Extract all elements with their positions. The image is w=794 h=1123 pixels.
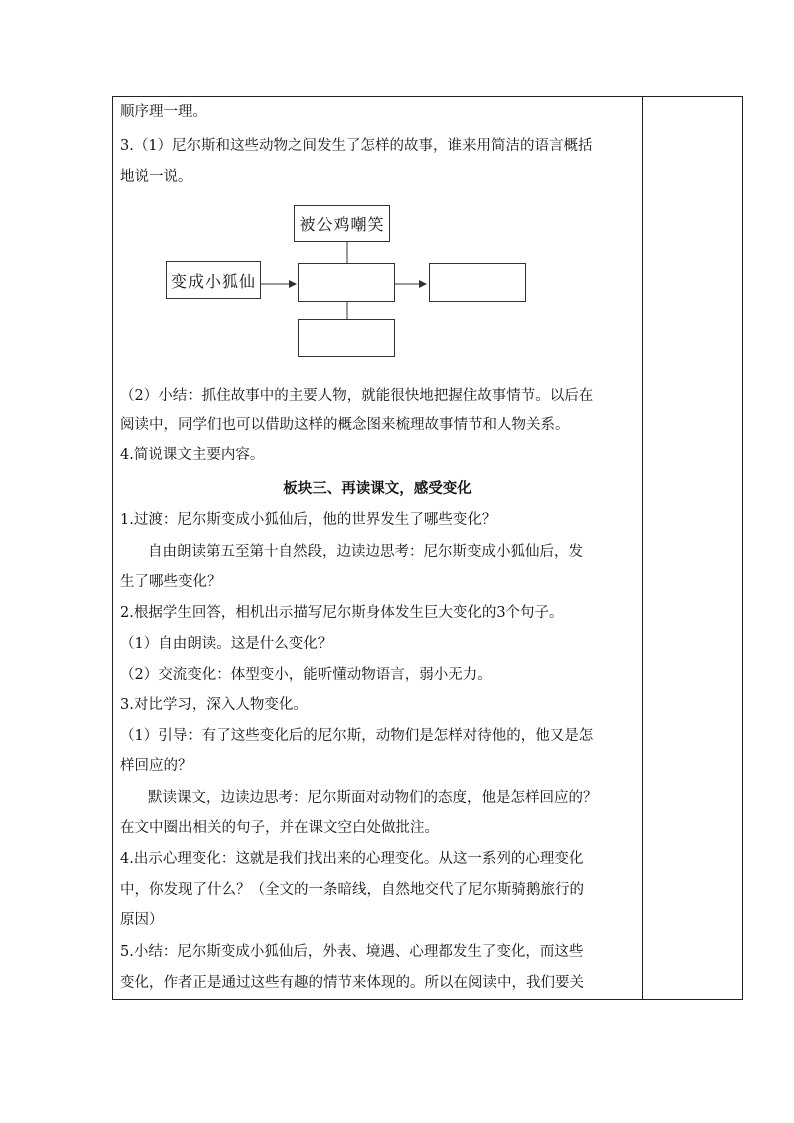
diagram-box-left: 变成小狐仙	[166, 261, 261, 299]
text-line: 4.出示心理变化：这就是我们找出来的心理变化。从这一系列的心理变化	[120, 851, 584, 867]
text-line: 地说一说。	[120, 169, 193, 185]
text-line: 顺序理一理。	[120, 104, 207, 120]
lesson-table	[112, 96, 743, 1000]
text-line: （2）交流变化：体型变小，能听懂动物语言，弱小无力。	[120, 667, 492, 683]
text-line: 默读课文，边读边思考：尼尔斯面对动物们的态度，他是怎样回应的？	[148, 790, 598, 806]
text-line: （2）小结：抓住故事中的主要人物，就能很快地把握住故事情节。以后在	[120, 388, 594, 404]
text-line: 2.根据学生回答，相机出示描写尼尔斯身体发生巨大变化的3个句子。	[120, 605, 564, 621]
text-line: （1）引导：有了这些变化后的尼尔斯，动物们是怎样对待他的，他又是怎	[120, 728, 594, 744]
text-line: 在文中圈出相关的句子，并在课文空白处做批注。	[120, 820, 439, 836]
text-line: 变化，作者正是通过这些有趣的情节来体现的。所以在阅读中，我们要关	[120, 975, 584, 991]
text-line: （1）自由朗读。这是什么变化？	[120, 636, 333, 652]
text-line: 阅读中，同学们也可以借助这样的概念图来梳理故事情节和人物关系。	[120, 417, 570, 433]
column-divider	[642, 97, 643, 999]
text-line: 5.小结：尼尔斯变成小狐仙后，外表、境遇、心理都发生了变化，而这些	[120, 944, 584, 960]
text-line: 1.过渡：尼尔斯变成小狐仙后，他的世界发生了哪些变化？	[120, 512, 497, 528]
text-line: 生了哪些变化？	[120, 574, 222, 590]
diagram-box-center	[298, 263, 395, 302]
text-line: 自由朗读第五至第十自然段，边读边思考：尼尔斯变成小狐仙后，发	[148, 544, 583, 560]
diagram-box-right	[429, 263, 526, 302]
text-line: 样回应的？	[120, 758, 193, 774]
text-line: 4.简说课文主要内容。	[120, 447, 265, 463]
section-heading: 板块三、再读课文，感受变化	[283, 480, 472, 497]
text-line: 3.对比学习，深入人物变化。	[120, 697, 308, 713]
text-line: 3.（1）尼尔斯和这些动物之间发生了怎样的故事，谁来用简洁的语言概括	[120, 138, 593, 154]
concept-diagram	[120, 197, 635, 367]
diagram-box-bottom	[298, 319, 395, 357]
text-line: 原因）	[120, 912, 164, 928]
text-line: 中，你发现了什么？（全文的一条暗线，自然地交代了尼尔斯骑鹅旅行的	[120, 882, 584, 898]
diagram-box-top: 被公鸡嘲笑	[294, 205, 390, 242]
